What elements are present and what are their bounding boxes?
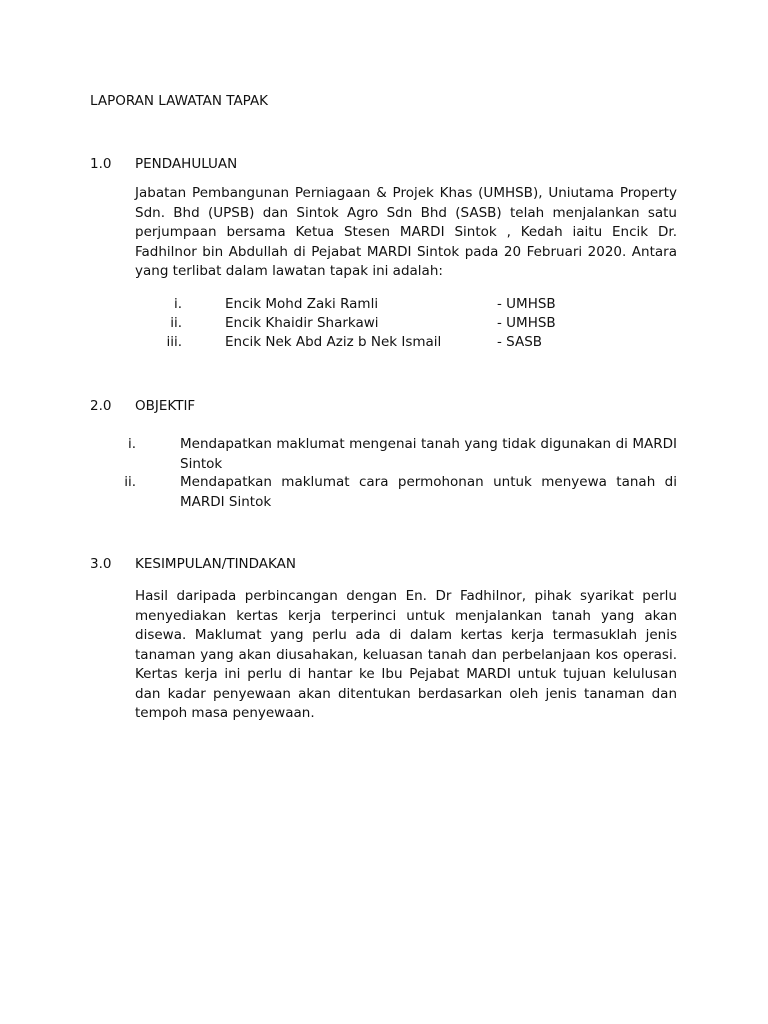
section-heading-kesimpulan: KESIMPULAN/TINDAKAN: [135, 556, 296, 572]
attendee-org: - SASB: [497, 334, 543, 350]
section-number-1: 1.0: [90, 156, 112, 172]
section-number-3: 3.0: [90, 556, 112, 572]
section-number-2: 2.0: [90, 398, 112, 414]
section-paragraph-kesimpulan: Hasil daripada perbincangan dengan En. Dr Fadhilnor, pihak syarikat perlu menyediakan kertas kerja terperinci untuk menjalankan tanah yang akan disewa. Maklumat yang perlu ada di dalam kertas kerja termasuklah jenis tanaman yang akan diusahakan, keluasan tanah dan perbelanjaan kos operasi. Kertas kerja ini perlu di hantar ke Ibu Pejabat MARDI untuk tujuan kelulusan dan kadar penyewaan akan ditentukan berdasarkan oleh jenis tanaman dan tempoh masa penyewaan.: [135, 588, 677, 721]
section-paragraph-pendahuluan: Jabatan Pembangunan Perniagaan & Projek Khas (UMHSB), Uniutama Property Sdn. Bhd (UPSB) dan Sintok Agro Sdn Bhd (SASB) telah menjalankan satu perjumpaan bersama Ketua Stesen MARDI Sintok , Kedah iaitu Encik Dr. Fadhilnor bin Abdullah di Pejabat MARDI Sintok pada 20 Februari 2020. Antara yang terlibat dalam lawatan tapak ini adalah:: [135, 185, 677, 279]
attendee-org: - UMHSB: [497, 315, 556, 331]
objective-numeral: i.: [127, 436, 136, 452]
section-heading-pendahuluan: PENDAHULUAN: [135, 156, 238, 172]
section-heading-objektif: OBJEKTIF: [135, 398, 196, 414]
attendee-numeral: i.: [173, 296, 182, 312]
objective-item: Mendapatkan maklumat mengenai tanah yang tidak digunakan di MARDI Sintok: [180, 436, 677, 472]
attendee-name: Encik Mohd Zaki Ramli: [225, 296, 379, 312]
objective-numeral: ii.: [124, 474, 136, 490]
objective-item: Mendapatkan maklumat cara permohonan untuk menyewa tanah di MARDI Sintok: [180, 474, 677, 510]
attendee-numeral: ii.: [170, 315, 182, 331]
attendee-org: - UMHSB: [497, 296, 556, 312]
attendee-name: Encik Nek Abd Aziz b Nek Ismail: [225, 334, 442, 350]
attendee-numeral: iii.: [166, 334, 182, 350]
attendee-name: Encik Khaidir Sharkawi: [225, 315, 379, 331]
document-title: LAPORAN LAWATAN TAPAK: [90, 93, 269, 109]
